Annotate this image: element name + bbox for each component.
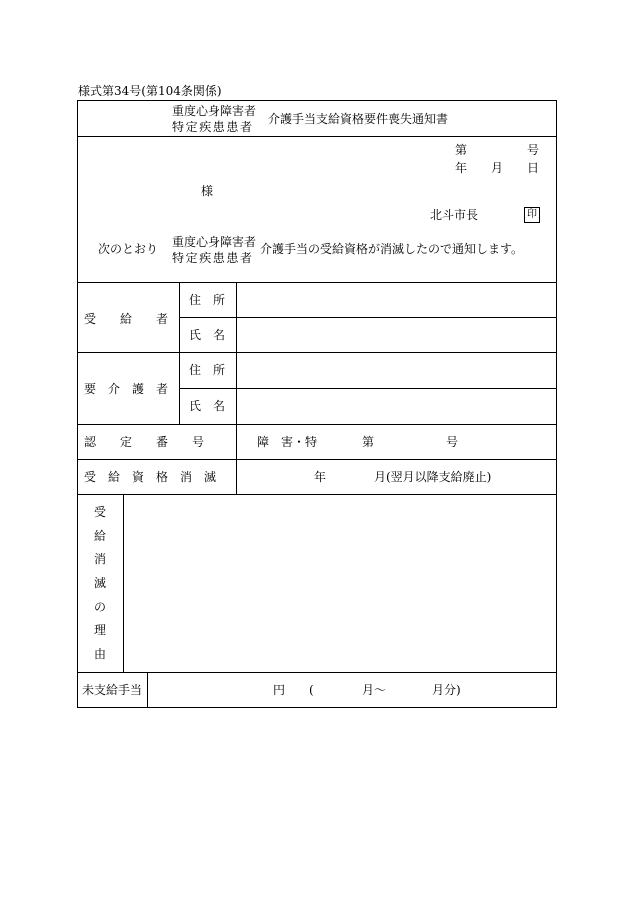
loss-year: 年 — [314, 470, 327, 484]
reason-label-char: 由 — [93, 647, 106, 662]
notice-category-top: 重度心身障害者 — [172, 235, 257, 249]
loss-label: 受 給 資 格 消 滅 — [84, 470, 217, 484]
recipient-label: 受 給 者 — [84, 312, 169, 326]
caretaker-address-label: 住 所 — [189, 363, 226, 377]
notice-message: 介護手当の受給資格が消滅したので通知します。 — [260, 242, 524, 256]
doc-number-dai: 第 — [455, 143, 468, 157]
divider — [77, 672, 557, 673]
certification-prefix: 障 害・特 — [257, 435, 318, 449]
notice-category-bottom: 特定疾患患者 — [172, 251, 254, 265]
caretaker-label: 要 介 護 者 — [84, 382, 169, 396]
divider — [77, 494, 557, 495]
divider — [147, 672, 148, 707]
loss-month-note: 月(翌月以降支給廃止) — [374, 470, 492, 484]
doc-number-go: 号 — [527, 143, 540, 157]
notice-lead: 次のとおり — [98, 242, 159, 256]
certification-label: 認 定 番 号 — [84, 435, 205, 449]
unpaid-to-month: 月分) — [432, 683, 461, 697]
reason-label-char: 消 — [93, 552, 106, 567]
header-category-top: 重度心身障害者 — [172, 104, 257, 118]
divider — [77, 352, 557, 353]
addressee-sama: 様 — [201, 184, 214, 198]
seal-icon: 印 — [524, 207, 540, 223]
divider — [77, 282, 557, 283]
divider — [123, 494, 124, 672]
reason-field[interactable] — [130, 500, 550, 666]
unpaid-paren-open: ( — [309, 683, 314, 697]
reason-label-char: 受 — [93, 505, 106, 519]
reason-label-char: 滅 — [93, 576, 106, 591]
reason-label — [88, 501, 112, 667]
form-id: 様式第34号(第104条関係) — [78, 84, 222, 98]
certification-go: 号 — [446, 435, 459, 449]
date-month: 月 — [491, 161, 504, 175]
header-category-bottom: 特定疾患患者 — [172, 120, 254, 134]
reason-label-char: の — [93, 599, 106, 614]
recipient-address-label: 住 所 — [189, 293, 226, 307]
unpaid-label: 未支給手当 — [82, 683, 143, 697]
divider — [77, 459, 557, 460]
divider — [236, 282, 237, 494]
recipient-name-label: 氏 名 — [189, 328, 226, 342]
reason-label-char: 給 — [93, 528, 106, 543]
date-year: 年 — [455, 161, 468, 175]
certification-dai: 第 — [362, 435, 375, 449]
divider — [179, 282, 180, 424]
date-day: 日 — [527, 161, 540, 175]
mayor-title: 北斗市長 — [430, 208, 479, 222]
reason-label-char: 理 — [93, 623, 106, 638]
document-title: 介護手当支給資格要件喪失通知書 — [268, 112, 449, 126]
unpaid-from-month: 月〜 — [362, 683, 387, 697]
caretaker-name-label: 氏 名 — [189, 399, 226, 413]
unpaid-yen: 円 — [273, 683, 286, 697]
divider — [77, 136, 557, 137]
divider — [77, 424, 557, 425]
